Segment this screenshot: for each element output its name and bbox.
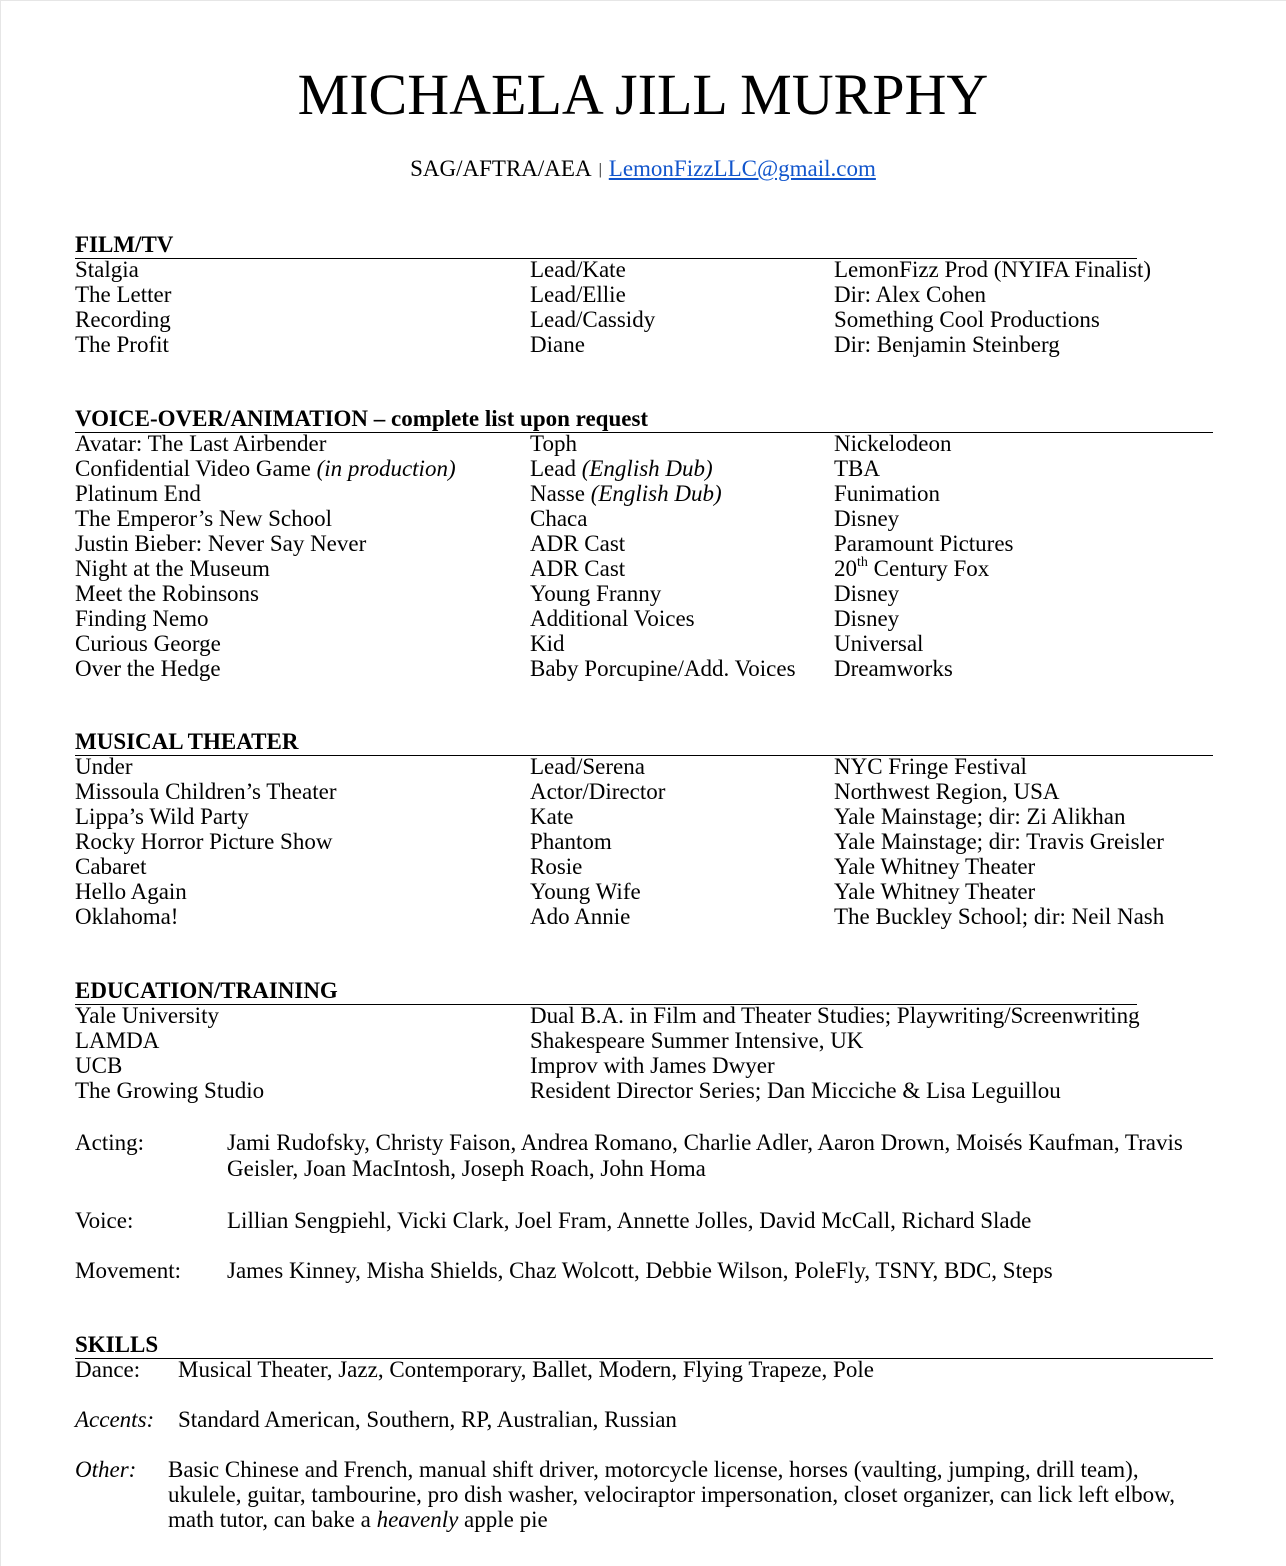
role: Actor/Director bbox=[530, 779, 666, 804]
project-title: Rocky Horror Picture Show bbox=[75, 829, 333, 854]
table-row bbox=[75, 307, 1235, 332]
page-edge-left bbox=[0, 0, 1, 1566]
school: UCB bbox=[75, 1053, 123, 1078]
contact-separator: | bbox=[598, 161, 602, 178]
role bbox=[530, 556, 625, 581]
project-name: Finding Nemo bbox=[75, 606, 209, 631]
section-heading-film-tv: FILM/TV bbox=[75, 232, 1137, 259]
project-title: Lippa’s Wild Party bbox=[75, 804, 249, 829]
project-name: The Emperor’s New School bbox=[75, 506, 332, 531]
company: Universal bbox=[834, 631, 924, 656]
project-title bbox=[75, 506, 332, 531]
role: Lead/Ellie bbox=[530, 282, 626, 307]
table-row bbox=[75, 556, 1235, 581]
role: Phantom bbox=[530, 829, 612, 854]
project-name: Night at the Museum bbox=[75, 556, 270, 581]
company: Disney bbox=[834, 606, 900, 631]
company: Nickelodeon bbox=[834, 431, 952, 456]
page-edge-top bbox=[0, 0, 1286, 1]
project-title bbox=[75, 456, 456, 481]
company: Northwest Region, USA bbox=[834, 779, 1060, 804]
project-title: Oklahoma! bbox=[75, 904, 179, 929]
table-row bbox=[75, 282, 1235, 307]
training-voice bbox=[75, 1208, 1225, 1234]
training-label: Acting: bbox=[75, 1130, 144, 1155]
table-row bbox=[75, 1003, 1235, 1028]
skill-label: Other: bbox=[75, 1457, 137, 1482]
role bbox=[530, 581, 661, 606]
role: Kate bbox=[530, 804, 574, 829]
project-name: Avatar: The Last Airbender bbox=[75, 431, 327, 456]
project-title bbox=[75, 581, 259, 606]
role bbox=[530, 606, 695, 631]
role bbox=[530, 531, 625, 556]
role bbox=[530, 431, 577, 456]
project-title: Hello Again bbox=[75, 879, 187, 904]
project-title bbox=[75, 606, 209, 631]
school: Yale University bbox=[75, 1003, 219, 1028]
role bbox=[530, 456, 713, 481]
skill-label: Dance: bbox=[75, 1357, 141, 1382]
project-note: (in production) bbox=[316, 456, 456, 481]
section-heading-education: EDUCATION/TRAINING bbox=[75, 978, 1137, 1005]
section-heading-musical-theater: MUSICAL THEATER bbox=[75, 729, 1213, 756]
role-name: Kid bbox=[530, 631, 565, 656]
training-acting bbox=[75, 1130, 1225, 1182]
role-name: Young Franny bbox=[530, 581, 662, 606]
table-row bbox=[75, 656, 1235, 681]
training-teachers: Lillian Sengpiehl, Vicki Clark, Joel Fram, Annette Jolles, David McCall, Richard Slade bbox=[227, 1208, 1032, 1233]
training-teachers: James Kinney, Misha Shields, Chaz Wolcott, Debbie Wilson, PoleFly, TSNY, BDC, Steps bbox=[227, 1258, 1053, 1283]
program: Improv with James Dwyer bbox=[530, 1053, 775, 1078]
training-label: Voice: bbox=[75, 1208, 134, 1233]
table-row bbox=[75, 1078, 1235, 1103]
company: The Buckley School; dir: Neil Nash bbox=[834, 904, 1165, 929]
table-row bbox=[75, 804, 1235, 829]
table-row bbox=[75, 879, 1235, 904]
project-name: Meet the Robinsons bbox=[75, 581, 259, 606]
role-note: (English Dub) bbox=[581, 456, 713, 481]
role: Young Wife bbox=[530, 879, 641, 904]
table-row bbox=[75, 332, 1235, 357]
company bbox=[834, 556, 989, 581]
table-row bbox=[75, 829, 1235, 854]
role-name: Nasse bbox=[530, 481, 591, 506]
company: Something Cool Productions bbox=[834, 307, 1100, 332]
project-title bbox=[75, 431, 326, 456]
ordinal-suffix: th bbox=[857, 555, 868, 571]
role-name: Baby Porcupine/Add. Voices bbox=[530, 656, 796, 681]
skill-dance bbox=[75, 1357, 1225, 1382]
skill-text-end: apple pie bbox=[458, 1507, 548, 1532]
project-title bbox=[75, 556, 270, 581]
role: Ado Annie bbox=[530, 904, 631, 929]
table-row bbox=[75, 631, 1235, 656]
company-name: Century Fox bbox=[873, 556, 990, 581]
role-name: Additional Voices bbox=[530, 606, 695, 631]
role: Lead/Serena bbox=[530, 754, 645, 779]
role-name: ADR Cast bbox=[530, 556, 626, 581]
table-row bbox=[75, 1053, 1235, 1078]
table-row bbox=[75, 257, 1235, 282]
project-name: Curious George bbox=[75, 631, 221, 656]
school: The Growing Studio bbox=[75, 1078, 265, 1103]
school: LAMDA bbox=[75, 1028, 160, 1053]
training-teachers: Jami Rudofsky, Christy Faison, Andrea Romano, Charlie Adler, Aaron Drown, Moisés Kaufman, Travis Geisler, Joan MacIntosh, Joseph Roach, John Homa bbox=[227, 1130, 1183, 1181]
company: Yale Whitney Theater bbox=[834, 879, 1036, 904]
project-name: Platinum End bbox=[75, 481, 201, 506]
project-name: Confidential Video Game bbox=[75, 456, 317, 481]
table-row bbox=[75, 506, 1235, 531]
union-affiliations: SAG/AFTRA/AEA bbox=[410, 156, 592, 181]
role bbox=[530, 481, 722, 506]
skill-value: Musical Theater, Jazz, Contemporary, Ballet, Modern, Flying Trapeze, Pole bbox=[178, 1357, 874, 1382]
company: Paramount Pictures bbox=[834, 531, 1014, 556]
skill-other bbox=[75, 1457, 1225, 1532]
skill-label: Accents: bbox=[75, 1407, 155, 1432]
company: TBA bbox=[834, 456, 880, 481]
project-title: The Profit bbox=[75, 332, 169, 357]
project-title: Stalgia bbox=[75, 257, 139, 282]
contact-line bbox=[0, 155, 1286, 186]
table-row bbox=[75, 481, 1235, 506]
role: Rosie bbox=[530, 854, 583, 879]
role-name: ADR Cast bbox=[530, 531, 626, 556]
project-name: Justin Bieber: Never Say Never bbox=[75, 531, 367, 556]
company: Yale Mainstage; dir: Travis Greisler bbox=[834, 829, 1164, 854]
role: Diane bbox=[530, 332, 585, 357]
company: Disney bbox=[834, 581, 900, 606]
company: Dir: Alex Cohen bbox=[834, 282, 987, 307]
table-row bbox=[75, 431, 1235, 456]
project-title bbox=[75, 531, 366, 556]
table-row bbox=[75, 531, 1235, 556]
company: Funimation bbox=[834, 481, 941, 506]
table-row bbox=[75, 606, 1235, 631]
role bbox=[530, 656, 796, 681]
role bbox=[530, 506, 587, 531]
project-title: Under bbox=[75, 754, 133, 779]
role-name: Lead bbox=[530, 456, 582, 481]
company: LemonFizz Prod (NYIFA Finalist) bbox=[834, 257, 1152, 282]
project-title bbox=[75, 656, 221, 681]
training-movement bbox=[75, 1258, 1225, 1284]
skill-text: Basic Chinese and French, manual shift driver, motorcycle license, horses (vaulting, jumping, drill team), ukulele, guitar, tambourine, pro dish washer, velociraptor impersonation, closet organizer, can lick left elbow, math tutor, can bake a bbox=[168, 1457, 1176, 1532]
company: Disney bbox=[834, 506, 900, 531]
role bbox=[530, 631, 565, 656]
project-title: The Letter bbox=[75, 282, 172, 307]
company: Yale Whitney Theater bbox=[834, 854, 1036, 879]
table-row bbox=[75, 904, 1235, 929]
program: Dual B.A. in Film and Theater Studies; Playwriting/Screenwriting bbox=[530, 1003, 1140, 1028]
project-title: Recording bbox=[75, 307, 171, 332]
role: Lead/Cassidy bbox=[530, 307, 656, 332]
project-title: Missoula Children’s Theater bbox=[75, 779, 337, 804]
company: NYC Fringe Festival bbox=[834, 754, 1027, 779]
table-row bbox=[75, 456, 1235, 481]
program: Shakespeare Summer Intensive, UK bbox=[530, 1028, 864, 1053]
section-heading-skills: SKILLS bbox=[75, 1332, 1213, 1359]
table-row bbox=[75, 779, 1235, 804]
company: Yale Mainstage; dir: Zi Alikhan bbox=[834, 804, 1126, 829]
skill-value bbox=[168, 1457, 1198, 1532]
table-row bbox=[75, 754, 1235, 779]
table-row bbox=[75, 854, 1235, 879]
table-row bbox=[75, 1028, 1235, 1053]
page-title: MICHAELA JILL MURPHY bbox=[297, 62, 989, 127]
company: Dir: Benjamin Steinberg bbox=[834, 332, 1060, 357]
program: Resident Director Series; Dan Micciche & Lisa Leguillou bbox=[530, 1078, 1061, 1103]
table-row bbox=[75, 581, 1235, 606]
role-note: (English Dub) bbox=[590, 481, 722, 506]
skill-emphasis: heavenly bbox=[376, 1507, 459, 1532]
role: Lead/Kate bbox=[530, 257, 626, 282]
skill-accents bbox=[75, 1407, 1225, 1432]
project-title bbox=[75, 631, 221, 656]
project-title: Cabaret bbox=[75, 854, 147, 879]
ordinal-number: 20 bbox=[834, 556, 857, 581]
section-heading-voice-over: VOICE-OVER/ANIMATION – complete list upon request bbox=[75, 406, 1213, 433]
skill-value: Standard American, Southern, RP, Australian, Russian bbox=[178, 1407, 677, 1432]
training-label: Movement: bbox=[75, 1258, 182, 1283]
company: Dreamworks bbox=[834, 656, 953, 681]
project-name: Over the Hedge bbox=[75, 656, 221, 681]
email-link[interactable]: LemonFizzLLC@gmail.com bbox=[608, 156, 876, 181]
project-title bbox=[75, 481, 201, 506]
role-name: Chaca bbox=[530, 506, 588, 531]
role-name: Toph bbox=[530, 431, 577, 456]
